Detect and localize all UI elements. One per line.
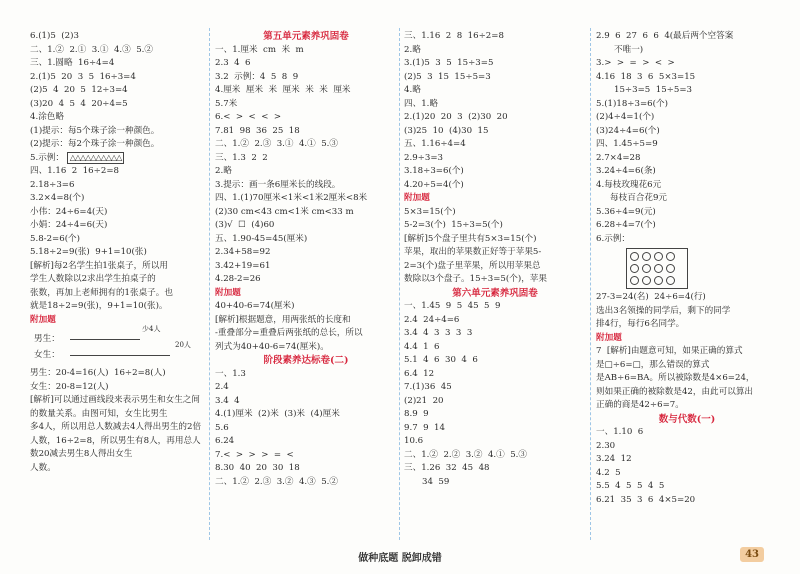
analysis-line: 是□÷6=□，那么错误的算式 — [596, 359, 710, 370]
analysis-line: 2=3(个)盘子里苹果，所以用苹果总 — [404, 260, 541, 271]
answer-line: 34 59 — [422, 476, 450, 487]
girls-segment — [70, 355, 170, 356]
answer-line: 3.(1)5 3 5 15÷3=5 — [404, 58, 494, 68]
answer-line: 40+40-6=74(厘米) — [215, 301, 295, 311]
answer-line: 2.4 — [215, 382, 229, 392]
answer-line: 3.2×4=8(个) — [30, 193, 85, 203]
answer-line: 2.18÷3=6 — [30, 179, 75, 190]
answer-line: (2)5 4 20 5 12÷3=4 — [30, 85, 128, 95]
answer-line: 5.8-2=6(个) — [30, 233, 81, 244]
answer-line: 选出3名领操的同学后，剩下的同学 — [596, 305, 731, 316]
answer-line — [30, 152, 212, 166]
answer-line: 2.9÷3=3 — [404, 152, 444, 163]
answer-line: 4.(1)厘米 (2)米 (3)米 (4)厘米 — [215, 409, 340, 419]
answer-line: 三、1.3 2 2 — [215, 152, 268, 163]
answer-line: 5.5 4 5 5 4 5 — [596, 481, 665, 491]
answer-line: 3.> > = > < > — [596, 58, 675, 68]
answer-line: 2.34+58=92 — [215, 247, 271, 257]
answer-line: 三、1.圆略 16÷4=4 — [30, 58, 115, 68]
answer-line: 5×3=15(个) — [404, 206, 456, 217]
answer-line: (3)25 10 (4)30 15 — [404, 125, 489, 136]
page-footer: 做种底题 脱卸成错 — [358, 553, 442, 564]
column-divider-2 — [399, 28, 400, 540]
analysis-line: 数20减去男生8人得出女生 — [30, 449, 133, 459]
answer-line: 27-3=24(名) 24÷6=4(行) — [596, 292, 706, 302]
answer-line: 2.3 4 6 — [215, 58, 251, 68]
answer-line: 6.4 12 — [404, 368, 435, 379]
answer-line: 3.24 12 — [596, 454, 632, 464]
triangle-pattern: △△△△△△△△△△ — [67, 152, 125, 164]
answer-line: (3)24÷4=6(个) — [596, 125, 660, 136]
section-title: 数与代数(一) — [658, 413, 716, 425]
answer-line: 一、1.3 — [215, 368, 246, 379]
answer-line: 5.18÷2=9(张) 9+1=10(张) — [30, 247, 147, 257]
answer-line: 3.24÷4=6(条) — [596, 166, 656, 176]
answer-line: 女生：20-8=12(人) — [30, 381, 109, 392]
answer-line: 二、1.② 2.① 3.① 4.③ 5.② — [30, 44, 154, 55]
answer-line: 男生：20-4=16(人) 16÷2=8(人) — [30, 368, 166, 378]
answer-line: 5.6 — [215, 422, 229, 433]
answer-line: 5-2=3(个) 15÷3=5(个) — [404, 220, 503, 230]
answer-line: 3.18÷3=6(个) — [404, 166, 464, 176]
answer-line: 6.示例： — [596, 233, 630, 244]
analysis-line: 人数，16÷2=8，所以男生有8人，再用总人 — [30, 435, 201, 446]
answer-line: 3.提示：画一条6厘米长的线段。 — [215, 179, 341, 190]
analysis-line: [解析]每2名学生拍1张桌子，所以用 — [30, 260, 168, 271]
answer-line: 一、1.45 9 5 45 5 9 — [404, 301, 501, 311]
analysis-line: 是AB÷6=BA。所以被除数是4×6=24， — [596, 373, 755, 383]
answer-line: 7.(1)36 45 — [404, 382, 452, 392]
answer-line: 四、1.16 2 16÷2=8 — [30, 166, 119, 176]
answer-line: 3.42+19=61 — [215, 260, 271, 271]
answer-line: (2)4÷4=1(个) — [596, 112, 655, 122]
analysis-line: 列式为40+40-6=74(厘米)。 — [215, 341, 329, 352]
answer-line: 4.4 1 6 — [404, 341, 440, 352]
analysis-line: 张数，再加上老师拥有的1张桌子。也 — [30, 287, 173, 298]
answer-line: 2.略 — [404, 44, 421, 55]
analysis-line: 正确的商是42÷6=7。 — [596, 400, 684, 410]
column-divider-3 — [590, 28, 591, 540]
analysis-line: [解析]5个盘子里共有5×3=15(个) — [404, 233, 537, 244]
analysis-line: 则如果正确的被除数是42，由此可以算出 — [596, 386, 754, 397]
answer-line: 4.每枝玫瑰花6元 — [596, 179, 662, 190]
analysis-line: 7 [解析]由题意可知，如果正确的算式 — [596, 346, 743, 356]
answer-line: 三、1.26 32 45 48 — [404, 463, 490, 473]
analysis-line: 数除以3个盘子。15÷3=5(个)，苹果 — [404, 274, 547, 284]
answer-line: 8.30 40 20 30 18 — [215, 463, 300, 473]
answer-line: 4.28-2=26 — [215, 274, 261, 284]
answer-line: 2.4 24÷4=6 — [404, 314, 460, 325]
column-1 — [30, 30, 212, 475]
answer-line: 排4行，每行6名同学。 — [596, 319, 685, 329]
answer-line: 小伟：24÷6=4(天) — [30, 206, 108, 217]
column-3 — [404, 30, 586, 489]
answer-line: 7.81 98 36 25 18 — [215, 125, 300, 136]
answer-line: 7.< > > > = < — [215, 449, 294, 460]
column-4 — [596, 30, 778, 507]
answer-line: 不唯一) — [614, 44, 644, 55]
answer-line: 四、1.略 — [404, 98, 438, 109]
answer-line: 6.24 — [215, 436, 235, 446]
answer-line: 五、1.90-45=45(厘米) — [215, 233, 308, 244]
section-title: 第五单元素养巩固卷 — [263, 31, 349, 42]
answer-line: 3.2 示例：4 5 8 9 — [215, 71, 299, 82]
answer-line: 15÷3=5 15÷5=3 — [614, 85, 693, 95]
answer-line: (3)20 4 5 4 20÷4=5 — [30, 98, 128, 109]
example-label: 5.示例： — [30, 152, 64, 163]
answer-line: 5.7米 — [215, 98, 238, 109]
answer-line: 二、1.② 2.③ 3.① 4.① 5.③ — [215, 139, 339, 149]
answer-line: 一、1.10 6 — [596, 427, 644, 437]
answer-line: (3)√ ☐ (4)60 — [215, 220, 275, 230]
analysis-line: 苹果，取出的苹果数正好等于苹果5- — [404, 247, 542, 257]
analysis-line: 多4人，所以用总人数减去4人得出男生的2倍 — [30, 422, 202, 432]
answer-line: 2.(1)20 20 3 (2)30 20 — [404, 112, 508, 122]
answer-line: 5.(1)18÷3=6(个) — [596, 98, 668, 109]
answer-line: 3.4 4 3 3 3 3 — [404, 328, 473, 338]
answer-line: 5.36÷4=9(元) — [596, 206, 656, 217]
answer-line: 6.28÷4=7(个) — [596, 220, 656, 230]
answer-line: (2)30 cm<43 cm<1米 cm<33 m — [215, 206, 354, 217]
answer-line: 四、1.(1)70厘米<1米<1米2厘米<8米 — [215, 193, 368, 203]
answer-line: 4.涂色略 — [30, 112, 64, 122]
analysis-line: 就是18÷2=9(张)，9+1=10(张)。 — [30, 301, 168, 311]
answer-line: 3.4 4 — [215, 395, 240, 406]
answer-line: 4.20÷5=4(个) — [404, 179, 464, 190]
extra-question-heading: 附加题 — [30, 314, 56, 325]
answer-line: (2)21 20 — [404, 395, 444, 406]
answer-line: 2.30 — [596, 440, 616, 451]
answer-line: (2)5 3 15 15÷5=3 — [404, 71, 491, 82]
answer-line: 2.7×4=28 — [596, 152, 641, 163]
analysis-line: 的数量关系。由图可知，女生比男生 — [30, 408, 168, 419]
answer-line: (1)提示：每5个珠子涂一种颜色。 — [30, 125, 160, 136]
girls-label: 女生： — [34, 350, 60, 360]
answer-line: (2)提示：每2个珠子涂一种颜色。 — [30, 139, 160, 149]
section-title: 阶段素养达标卷(二) — [263, 355, 349, 366]
answer-line: 4.2 5 — [596, 467, 621, 478]
circle-array-example — [626, 248, 688, 289]
answer-line: 4.厘米 厘米 米 厘米 米 米 厘米 — [215, 85, 351, 95]
answer-line: 二、1.② 2.② 3.② 4.① 5.③ — [404, 449, 528, 460]
page-number: 43 — [740, 547, 764, 562]
extra-question-heading: 附加题 — [404, 193, 430, 203]
answer-line: 10.6 — [404, 436, 424, 446]
answer-line: 小娟：24÷4=6(天) — [30, 220, 108, 230]
answer-line: 二、1.② 2.③ 3.② 4.③ 5.② — [215, 476, 339, 487]
section-title: 第六单元素养巩固卷 — [452, 287, 538, 299]
answer-line: 5.1 4 6 30 4 6 — [404, 355, 478, 365]
answer-line: 2.9 6 27 6 6 4(最后两个空答案 — [596, 31, 734, 41]
answer-line: 2.略 — [215, 166, 232, 176]
boys-label: 男生： — [34, 334, 60, 344]
extra-question-heading: 附加题 — [596, 332, 622, 343]
answer-line: 6.(1)5 (2)3 — [30, 31, 79, 41]
answer-line: 4.16 18 3 6 5×3=15 — [596, 71, 696, 82]
boys-segment — [70, 339, 140, 340]
answer-line: 2.(1)5 20 3 5 16÷3=4 — [30, 71, 136, 82]
answer-line: 9.7 9 14 — [404, 422, 445, 433]
answer-line: 8.9 9 — [404, 409, 429, 419]
analysis-line: 人数。 — [30, 462, 56, 473]
analysis-line: -重叠部分=重叠后两张纸的总长，所以 — [215, 328, 363, 338]
answer-line: 四、1.45÷5=9 — [596, 139, 658, 149]
answer-line: 每枝百合花9元 — [610, 193, 668, 203]
answer-line: 一、1.厘米 cm 米 m — [215, 44, 304, 55]
answer-line: 三、1.16 2 8 16÷2=8 — [404, 31, 504, 41]
segment-diagram: 男生： 女生： 少4人 20人 — [30, 329, 212, 365]
analysis-line: 学生人数除以2求出学生拍桌子的 — [30, 274, 156, 284]
answer-line: 6.21 35 3 6 4×5=20 — [596, 494, 696, 505]
analysis-line: [解析]根据题意，用两张纸的长度和 — [215, 314, 351, 325]
column-2 — [215, 30, 397, 489]
answer-line: 五、1.16÷4=4 — [404, 139, 466, 149]
answer-line: 6.< > < < > — [215, 112, 282, 122]
answer-line: 4.略 — [404, 85, 421, 95]
analysis-line: [解析]可以通过画线段来表示男生和女生之间 — [30, 395, 200, 405]
extra-question-heading: 附加题 — [215, 287, 241, 298]
